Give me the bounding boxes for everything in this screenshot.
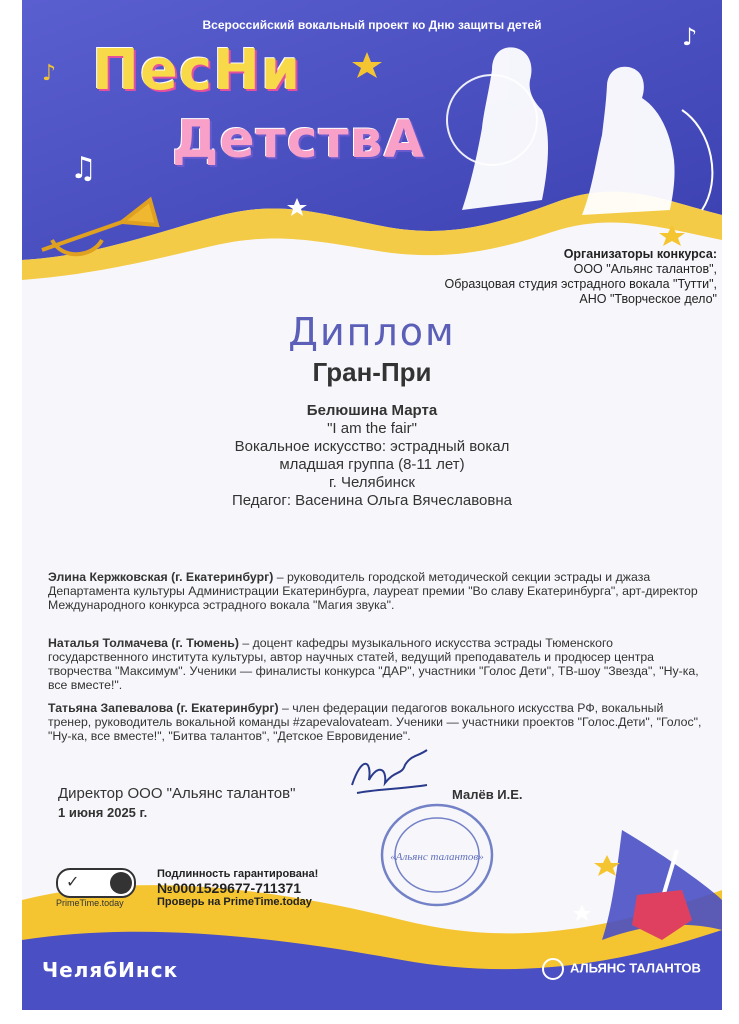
director-signature (347, 745, 437, 805)
age-group: младшая группа (8-11 лет) (279, 456, 465, 473)
winner-city: г. Челябинск (328, 474, 415, 491)
jury-name: Элина Кержковская (г. Екатеринбург) (48, 570, 274, 584)
authenticity-block (157, 867, 318, 909)
alliance-logo (542, 958, 701, 980)
organizer-line: Образцовая студия эстрадного вокала "Тутти", (444, 277, 717, 291)
teacher: Педагог: Васенина Ольга Вячеславовна (232, 492, 512, 509)
winner-name: Белюшина Марта (306, 402, 438, 419)
star-icon (573, 905, 591, 921)
jury-member (48, 636, 708, 692)
organizers-heading: Организаторы конкурса: (563, 247, 717, 261)
toggle-knob (110, 872, 132, 894)
jury-member (48, 570, 708, 612)
director-name: Малёв И.Е. (452, 787, 523, 802)
organizer-line: АНО "Творческое дело" (579, 292, 717, 306)
chelyabinsk-logo: ЧелябИнск (42, 958, 179, 982)
verification-toggle (56, 868, 136, 898)
jury-description: – член федерации педагогов вокального искусства РФ, вокальный тренер, руководитель вокальной команды #zapevalovateam. Ученики — участники проектов "Голос.Дети", "Голос", "Ну-ка, все вместе!", "Битва талантов", "Детское Евровидение". (48, 701, 702, 743)
checkmark-icon: ✓ (66, 874, 80, 891)
star-icon (594, 855, 620, 876)
verify-link[interactable]: Проверь на PrimeTime.today (157, 896, 312, 908)
music-note-icon: ♪ (42, 61, 57, 86)
diploma-title: Диплом (288, 310, 456, 354)
diploma-sheet (22, 0, 722, 1010)
certificate-number: №0001529677-711371 (157, 880, 302, 896)
logo-songs: ПесНи (92, 38, 302, 103)
winner-block (22, 402, 722, 510)
director-title: Директор ООО "Альянс талантов" (58, 785, 296, 802)
jury-description: – руководитель городской методической секции эстрады и джаза Департамента культуры Администрации Екатеринбурга, лауреат премии "Во славу Екатеринбурга", арт-директор Международного конкурса эстрадного вокала "Магия звука". (48, 570, 698, 612)
award-title: Гран-При (312, 357, 432, 387)
footer-artwork (22, 830, 722, 1010)
jury-member (48, 701, 708, 743)
jury-description: – доцент кафедры музыкального искусства эстрады Тюменского государственного института культуры, автор научных статей, ведущий преподаватель и продюсер центра творчества "Максимум". Ученики — финалисты конкурса "ДАР", участники "Голос Дети", ТВ-шоу "Звезда", "Ну-ка, все вместе!". (48, 636, 699, 692)
alliance-emblem-icon (542, 958, 564, 980)
jury-name: Наталья Толмачева (г. Тюмень) (48, 636, 239, 650)
project-title: Всероссийский вокальный проект ко Дню защиты детей (202, 18, 542, 32)
company-stamp (377, 800, 497, 910)
organizers-block (445, 247, 717, 307)
music-note-icon: ♪ (682, 23, 698, 51)
music-note-icon: ♫ (70, 151, 97, 186)
organizer-line: ООО "Альянс талантов", (573, 262, 717, 276)
issue-date: 1 июня 2025 г. (58, 805, 148, 820)
primetime-label: PrimeTime.today (56, 898, 124, 908)
stamp-text: «Альянс талантов» (390, 851, 484, 863)
nomination: Вокальное искусство: эстрадный вокал (234, 438, 510, 455)
logo-childhood: ДетствА (172, 110, 425, 170)
song-title: "I am the fair" (327, 420, 417, 437)
jury-name: Татьяна Запевалова (г. Екатеринбург) (48, 701, 279, 715)
authenticity-heading: Подлинность гарантирована! (157, 868, 319, 880)
alliance-logo-text: АЛЬЯНС ТАЛАНТОВ (570, 960, 701, 976)
